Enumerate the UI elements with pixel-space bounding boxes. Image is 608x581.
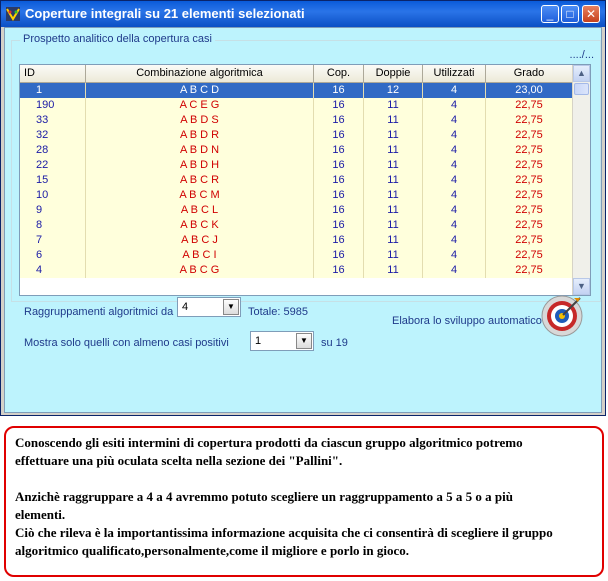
su-label: su 19 xyxy=(321,337,348,349)
analysis-panel xyxy=(11,33,601,302)
panel-label: Prospetto analitico della copertura casi xyxy=(20,33,215,45)
table-row[interactable] xyxy=(20,128,573,143)
cell-grado: 22,75 xyxy=(486,98,573,113)
cell-combinazione: A B D H xyxy=(86,158,314,173)
target-icon[interactable] xyxy=(540,294,584,338)
table-row[interactable] xyxy=(20,188,573,203)
message-line-6: algoritmico qualificato,personalmente,come il migliore e porlo in gioco. xyxy=(15,543,410,558)
message-line-5: Ciò che rileva è la importantissima informazione acquisita che ci consentirà di scegliere il gruppo xyxy=(15,525,553,540)
cell-combinazione: A B D N xyxy=(86,143,314,158)
message-line-1: Conoscendo gli esiti intermini di copertura prodotti da ciascun gruppo algoritmico potremo xyxy=(15,435,523,450)
cell-grado: 23,00 xyxy=(486,83,573,98)
cell-cop: 16 xyxy=(314,218,364,233)
cell-cop: 16 xyxy=(314,128,364,143)
window-title: Coperture integrali su 21 elementi selezionati xyxy=(25,6,305,21)
cell-utilizzati: 4 xyxy=(423,98,486,113)
info-message-box xyxy=(4,426,604,577)
maximize-button[interactable]: □ xyxy=(561,5,579,23)
table-row[interactable] xyxy=(20,98,573,113)
cell-cop: 16 xyxy=(314,113,364,128)
column-header-id[interactable]: ID xyxy=(20,65,86,83)
raggruppamenti-select[interactable] xyxy=(177,297,241,317)
minimize-button[interactable]: _ xyxy=(541,5,559,23)
message-line-2: effettuare una più oculata scelta nella sezione dei "Pallini". xyxy=(15,453,343,468)
cell-grado: 22,75 xyxy=(486,128,573,143)
cell-combinazione: A B C D xyxy=(86,83,314,98)
cell-id: 10 xyxy=(20,188,86,203)
cell-utilizzati: 4 xyxy=(423,233,486,248)
column-header-utilizzati[interactable]: Utilizzati xyxy=(423,65,486,83)
chevron-down-icon[interactable]: ▼ xyxy=(223,299,239,315)
cell-grado: 22,75 xyxy=(486,143,573,158)
cell-doppie: 11 xyxy=(364,113,423,128)
column-header-cop[interactable]: Cop. xyxy=(314,65,364,83)
cell-cop: 16 xyxy=(314,173,364,188)
cell-combinazione: A B C L xyxy=(86,203,314,218)
cell-utilizzati: 4 xyxy=(423,173,486,188)
cell-grado: 22,75 xyxy=(486,248,573,263)
cell-doppie: 11 xyxy=(364,233,423,248)
cell-doppie: 11 xyxy=(364,248,423,263)
cell-id: 7 xyxy=(20,233,86,248)
cell-doppie: 11 xyxy=(364,218,423,233)
cell-id: 4 xyxy=(20,263,86,278)
cell-utilizzati: 4 xyxy=(423,248,486,263)
totale-label: Totale: 5985 xyxy=(248,306,308,318)
cell-doppie: 11 xyxy=(364,203,423,218)
column-header-grado[interactable]: Grado xyxy=(486,65,573,83)
cell-doppie: 11 xyxy=(364,158,423,173)
cell-utilizzati: 4 xyxy=(423,188,486,203)
close-button[interactable]: ✕ xyxy=(582,5,600,23)
cell-grado: 22,75 xyxy=(486,263,573,278)
cell-combinazione: A B C K xyxy=(86,218,314,233)
cell-grado: 22,75 xyxy=(486,113,573,128)
table-row[interactable] xyxy=(20,203,573,218)
cell-grado: 22,75 xyxy=(486,158,573,173)
results-table[interactable] xyxy=(19,64,591,296)
cell-utilizzati: 4 xyxy=(423,203,486,218)
table-row[interactable] xyxy=(20,248,573,263)
raggruppamenti-label: Raggruppamenti algoritmici da xyxy=(24,306,174,318)
table-row[interactable] xyxy=(20,173,573,188)
cell-grado: 22,75 xyxy=(486,218,573,233)
title-bar[interactable] xyxy=(1,1,605,27)
cell-utilizzati: 4 xyxy=(423,113,486,128)
cell-utilizzati: 4 xyxy=(423,218,486,233)
cell-combinazione: A B D R xyxy=(86,128,314,143)
cell-id: 8 xyxy=(20,218,86,233)
cell-cop: 16 xyxy=(314,203,364,218)
cell-doppie: 11 xyxy=(364,173,423,188)
cell-id: 6 xyxy=(20,248,86,263)
vertical-scrollbar[interactable] xyxy=(572,65,590,295)
cell-id: 9 xyxy=(20,203,86,218)
scroll-down-icon[interactable]: ▼ xyxy=(573,278,590,295)
cell-id: 15 xyxy=(20,173,86,188)
cell-doppie: 11 xyxy=(364,143,423,158)
mostra-value: 1 xyxy=(255,335,262,347)
cell-id: 28 xyxy=(20,143,86,158)
cell-cop: 16 xyxy=(314,143,364,158)
mostra-select[interactable] xyxy=(250,331,314,351)
cell-utilizzati: 4 xyxy=(423,158,486,173)
cell-utilizzati: 4 xyxy=(423,128,486,143)
cell-utilizzati: 4 xyxy=(423,83,486,98)
client-area xyxy=(4,27,602,413)
cell-grado: 22,75 xyxy=(486,188,573,203)
table-row[interactable] xyxy=(20,158,573,173)
app-icon xyxy=(5,6,21,22)
cell-id: 32 xyxy=(20,128,86,143)
table-row[interactable] xyxy=(20,83,573,98)
cell-doppie: 11 xyxy=(364,188,423,203)
cell-doppie: 12 xyxy=(364,83,423,98)
cell-cop: 16 xyxy=(314,98,364,113)
mostra-label: Mostra solo quelli con almeno casi positivi xyxy=(24,337,229,349)
cell-doppie: 11 xyxy=(364,263,423,278)
cell-grado: 22,75 xyxy=(486,173,573,188)
cell-cop: 16 xyxy=(314,263,364,278)
cell-utilizzati: 4 xyxy=(423,263,486,278)
cell-doppie: 11 xyxy=(364,128,423,143)
cell-combinazione: A B C R xyxy=(86,173,314,188)
message-line-4: elementi. xyxy=(15,507,66,522)
cell-id: 1 xyxy=(20,83,86,98)
cell-utilizzati: 4 xyxy=(423,143,486,158)
chevron-down-icon[interactable]: ▼ xyxy=(296,333,312,349)
table-row[interactable] xyxy=(20,233,573,248)
cell-combinazione: A B C M xyxy=(86,188,314,203)
table-header xyxy=(20,65,573,83)
cell-id: 33 xyxy=(20,113,86,128)
column-header-doppie[interactable]: Doppie xyxy=(364,65,423,83)
cell-cop: 16 xyxy=(314,83,364,98)
cell-cop: 16 xyxy=(314,158,364,173)
scroll-up-icon[interactable]: ▲ xyxy=(573,65,590,82)
panel-path: ..../... xyxy=(569,49,594,61)
cell-doppie: 11 xyxy=(364,98,423,113)
column-header-combinazione[interactable]: Combinazione algoritmica xyxy=(86,65,314,83)
cell-combinazione: A B C J xyxy=(86,233,314,248)
raggruppamenti-value: 4 xyxy=(182,301,189,313)
scroll-thumb[interactable] xyxy=(574,83,589,95)
message-line-3: Anzichè raggruppare a 4 a 4 avremmo potuto scegliere un raggruppamento a 5 a 5 o a più xyxy=(15,489,513,504)
cell-cop: 16 xyxy=(314,233,364,248)
elabora-label: Elabora lo sviluppo automatico xyxy=(392,315,542,327)
table-row[interactable] xyxy=(20,218,573,233)
table-row[interactable] xyxy=(20,143,573,158)
cell-id: 190 xyxy=(20,98,86,113)
table-row[interactable] xyxy=(20,263,573,278)
cell-grado: 22,75 xyxy=(486,233,573,248)
cell-combinazione: A B C I xyxy=(86,248,314,263)
cell-cop: 16 xyxy=(314,188,364,203)
cell-grado: 22,75 xyxy=(486,203,573,218)
table-row[interactable] xyxy=(20,113,573,128)
cell-combinazione: A B D S xyxy=(86,113,314,128)
cell-combinazione: A B C G xyxy=(86,263,314,278)
cell-cop: 16 xyxy=(314,248,364,263)
cell-combinazione: A C E G xyxy=(86,98,314,113)
cell-id: 22 xyxy=(20,158,86,173)
